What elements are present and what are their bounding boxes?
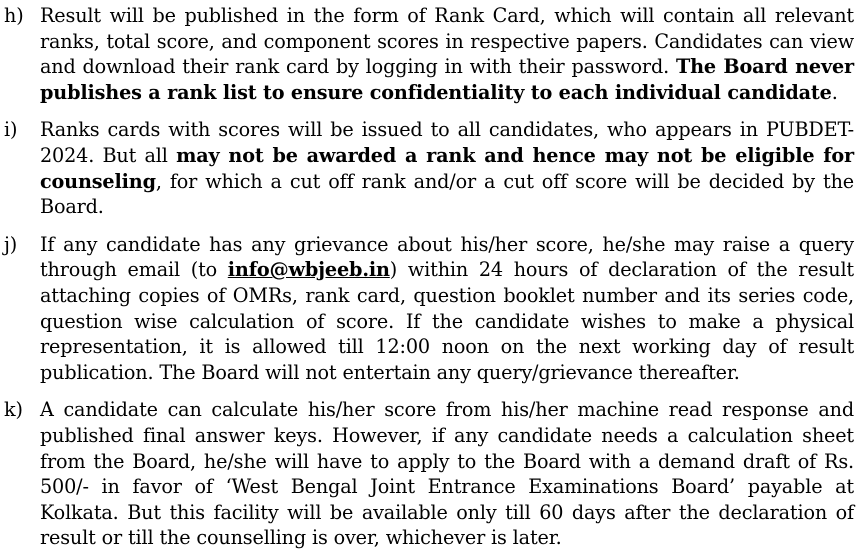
- text-run: Ranks cards with scores will be issued to all candidates, who appears in PUBDET-2024. But all: [40, 118, 854, 167]
- list-marker: k): [4, 398, 23, 422]
- text-run: , for which a cut off rank and/or a cut off score will be decided by the Board.: [40, 169, 854, 219]
- list-marker: j): [4, 232, 18, 256]
- text-run: Result will be published in the form of Rank Card, which will contain all relevant ranks, total score, and component scores in respective papers. Candidates can view and download their rank card by logging in with their password.: [40, 4, 854, 79]
- list-item-text: [40, 3, 854, 105]
- list-marker: i): [4, 118, 18, 142]
- list-item-k: [4, 397, 854, 551]
- list-item-h: [4, 3, 854, 105]
- text-run: If any candidate has any grievance about his/her score, he/she may raise a query through email (to: [40, 232, 854, 282]
- list-item-text: [40, 232, 854, 386]
- text-run: ) within 24 hours of declaration of the result attaching copies of OMRs, rank card, question booklet number and its series code, question wise calculation of score. If the candidate wishes to make a physical representation, it is allowed till 12:00 noon on the next working day of result publication. The Board will not entertain any query/grievance thereafter.: [40, 258, 854, 384]
- list-item-j: [4, 232, 854, 386]
- email-link[interactable]: info@wbjeeb.in: [227, 258, 390, 282]
- text-run: .: [831, 80, 838, 104]
- bold-text-run: may not be awarded a rank and hence may not be eligible for counseling: [40, 143, 854, 193]
- list-item-text: [40, 397, 854, 551]
- bold-text-run: The Board never publishes a rank list to ensure confidentiality to each individual candidate: [40, 55, 854, 104]
- list-item-text: [40, 117, 854, 219]
- text-run: A candidate can calculate his/her score from his/her machine read response and published final answer keys. However, if any candidate needs a calculation sheet from the Board, he/she will have to apply to the Board with a demand draft of Rs. 500/- in favor of ‘West Bengal Joint Entrance Examinations Board’ payable at Kolkata. But this facility will be available only till 60 days after the declaration of result or till the counselling is over, whichever is later.: [40, 398, 854, 550]
- list-item-i: [4, 117, 854, 219]
- list-marker: h): [4, 4, 24, 27]
